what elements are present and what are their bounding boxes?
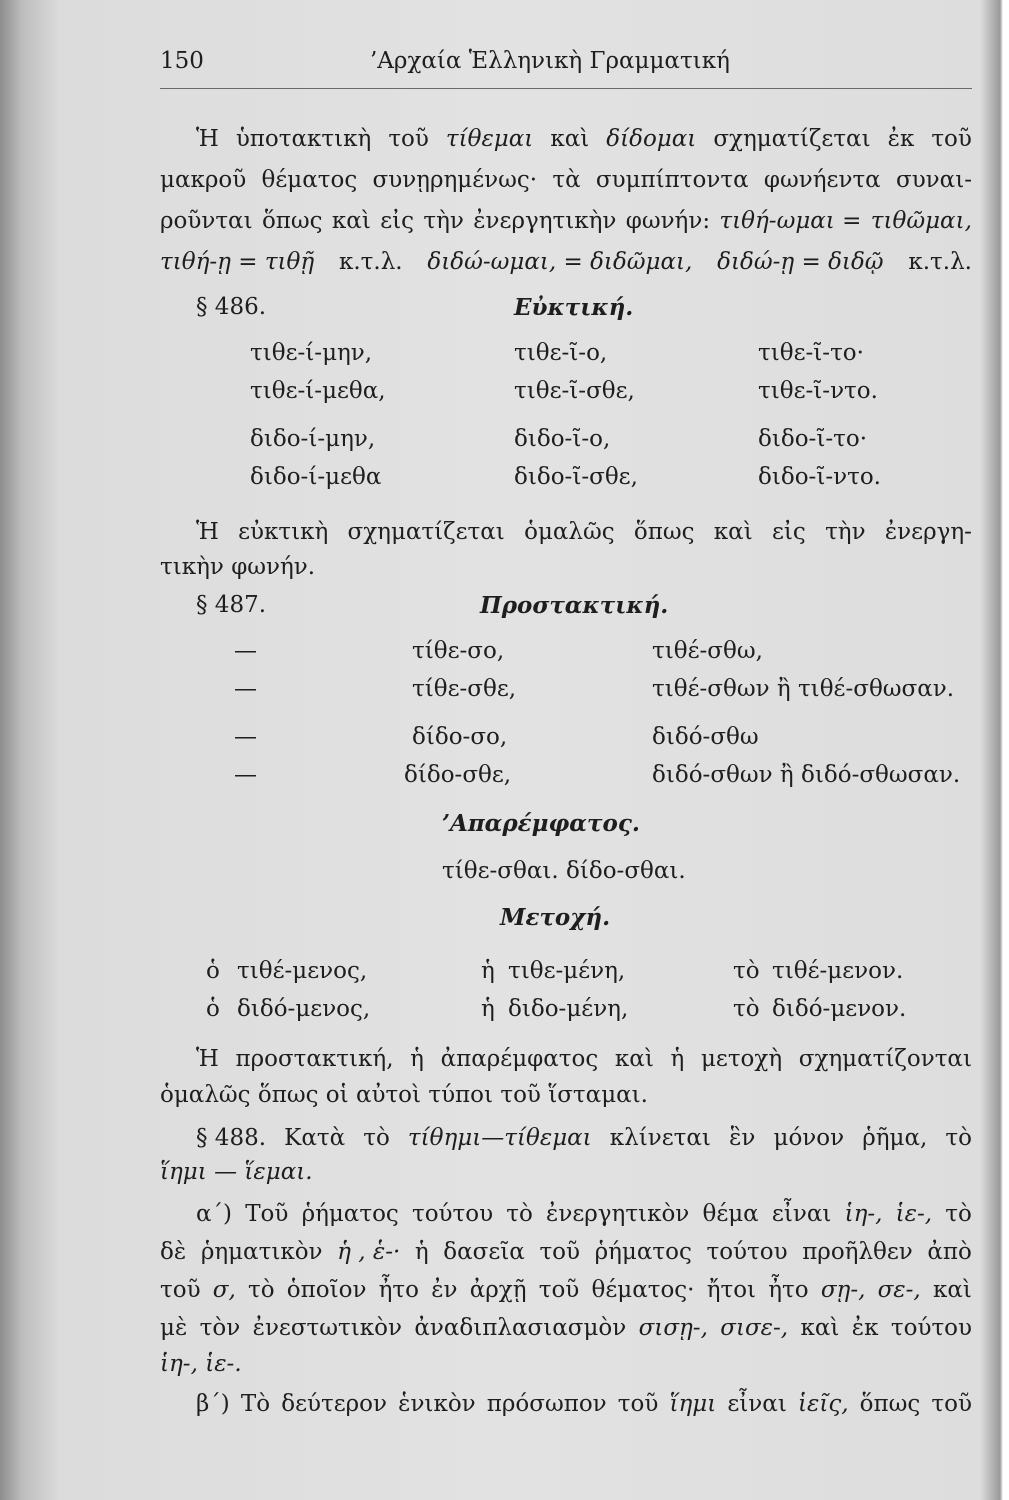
- participle-article: τὸ: [733, 958, 760, 984]
- word: ὑποτακτικὴ: [235, 126, 372, 152]
- header-rule: [160, 88, 972, 89]
- word: τὴν: [825, 519, 866, 545]
- word: ῥήματος: [301, 1201, 399, 1227]
- word: διδώ-ωμαι, = διδῶμαι,: [427, 249, 693, 275]
- alpha-line-5: ἱη-, ἱε-.: [160, 1351, 242, 1377]
- word: τοῦ: [538, 1277, 580, 1303]
- imperative-form: δίδο-σθε,: [404, 762, 512, 788]
- word: σῃ-,: [820, 1277, 866, 1303]
- section-486-number: § 486.: [196, 294, 267, 320]
- word: τιθή-ῃ = τιθῇ: [160, 249, 315, 275]
- word: τοῦ: [160, 1277, 201, 1303]
- word: ὅπως: [859, 1391, 921, 1417]
- word: θέματος·: [591, 1277, 695, 1303]
- word: φωνήεντα: [763, 167, 881, 193]
- optative-note-line-2: τικὴν φωνήν.: [160, 554, 316, 580]
- participle-form: τιθε-μένη,: [508, 958, 626, 984]
- word: θέματος: [261, 167, 358, 193]
- word: τὸ: [506, 1201, 533, 1227]
- optative-form: τιθε-ῖ-σθε,: [514, 378, 635, 404]
- word: καὶ: [932, 1277, 972, 1303]
- word: σισε-,: [720, 1315, 789, 1341]
- word: ὁποῖον: [286, 1277, 367, 1303]
- imperative-dash: —: [234, 676, 257, 702]
- word: ἀναδιπλασιασμὸν: [414, 1315, 627, 1341]
- word: τὴν: [423, 208, 464, 234]
- word: προστακτική,: [235, 1046, 394, 1072]
- word: ἓν: [729, 1125, 756, 1151]
- word: ἐνεργητικὸν: [546, 1201, 690, 1227]
- optative-form: διδο-ῖ-το·: [758, 426, 868, 452]
- imperative-dash: —: [234, 724, 257, 750]
- optative-form: τιθε-ί-μεθα,: [250, 378, 386, 404]
- imperative-form: διδό-σθων ἢ διδό-σθωσαν.: [652, 762, 961, 788]
- optative-form: διδο-ῖ-ντο.: [758, 464, 881, 490]
- section-486-heading: Εὐκτική.: [514, 294, 634, 321]
- intro-line-2: [160, 167, 972, 193]
- running-title: ’Αρχαία Ἑλληνικὴ Γραμματική: [370, 48, 730, 74]
- participle-form: διδό-μενος,: [237, 996, 371, 1022]
- optative-form: τιθε-ῖ-ο,: [514, 340, 608, 366]
- word: τοῦ: [388, 126, 429, 152]
- word: ἡ: [670, 1046, 685, 1072]
- word: φωνήν:: [625, 208, 711, 234]
- imperative-form: τίθε-σο,: [412, 638, 505, 664]
- word: ἐν: [431, 1277, 458, 1303]
- word: ἱεῖς,: [797, 1391, 849, 1417]
- word: καὶ: [614, 1046, 654, 1072]
- imperative-form: δίδο-σο,: [412, 724, 508, 750]
- word: ὁμαλῶς: [524, 519, 615, 545]
- word: εἶναι: [771, 1201, 832, 1227]
- word: εἰς: [380, 208, 415, 234]
- word: τὸ: [247, 1277, 275, 1303]
- word: β΄): [196, 1391, 230, 1417]
- word: ἐκ: [887, 126, 915, 152]
- section-487-number: § 487.: [196, 592, 267, 618]
- participle-form: τιθέ-μενον.: [772, 958, 904, 984]
- optative-note-line-1: [196, 519, 972, 545]
- word: ῥῆμα,: [862, 1125, 928, 1151]
- optative-form: τιθε-ί-μην,: [250, 340, 373, 366]
- word: κ.τ.λ.: [338, 249, 403, 275]
- word: καὶ: [800, 1315, 840, 1341]
- beta-line-1: [196, 1391, 972, 1417]
- word: συμπίπτοντα: [595, 167, 749, 193]
- alpha-line-2: [160, 1239, 972, 1265]
- word: μακροῦ: [160, 167, 247, 193]
- word: τίθεμαι: [445, 126, 534, 152]
- word: σχηματίζεται: [347, 519, 505, 545]
- word: ῥήματος: [594, 1239, 692, 1265]
- alpha-line-3: [160, 1277, 972, 1303]
- alpha-line-4: [160, 1315, 972, 1341]
- word: εὐκτικὴ: [238, 519, 329, 545]
- participle-article: ὁ: [206, 958, 220, 984]
- word: α΄): [196, 1201, 233, 1227]
- imperative-form: διδό-σθω: [652, 724, 759, 750]
- infinitive-heading: ’Απαρέμφατος.: [442, 810, 640, 837]
- imperative-dash: —: [234, 762, 257, 788]
- word: ἀπὸ: [927, 1239, 972, 1265]
- optative-form: τιθε-ῖ-ντο.: [758, 378, 878, 404]
- word: τὸ: [363, 1125, 390, 1151]
- word: ἤτοι: [706, 1277, 757, 1303]
- word: καὶ: [331, 208, 371, 234]
- word: ἦτο: [378, 1277, 419, 1303]
- word: τούτου: [411, 1201, 494, 1227]
- word: τὰ: [552, 167, 581, 193]
- imperative-dash: —: [234, 638, 257, 664]
- word: ἀρχῇ: [469, 1277, 527, 1303]
- word: ἦτο: [768, 1277, 809, 1303]
- word: τοῦ: [539, 1239, 581, 1265]
- word: σχηματίζονται: [798, 1046, 972, 1072]
- word: δασεῖα: [443, 1239, 525, 1265]
- optative-form: διδο-ῖ-σθε,: [514, 464, 638, 490]
- participle-form: διδό-μενον.: [772, 996, 907, 1022]
- word: τὸ: [945, 1125, 972, 1151]
- word: συναι-: [896, 167, 972, 193]
- optative-form: διδο-ί-μην,: [250, 426, 376, 452]
- word: ἱη-,: [844, 1201, 883, 1227]
- word: δεύτερον: [281, 1391, 387, 1417]
- word: δίδομαι: [606, 126, 697, 152]
- word: ἑνικὸν: [398, 1391, 476, 1417]
- section-488-line-2: ἵημι — ἵεμαι.: [160, 1159, 313, 1185]
- participle-article: τὸ: [733, 996, 760, 1022]
- word: Ἡ: [196, 126, 219, 152]
- intro-line-4: [160, 249, 972, 275]
- word: τίθημι—τίθεμαι: [407, 1125, 592, 1151]
- intro-line-3: [160, 208, 972, 234]
- word: καὶ: [550, 126, 590, 152]
- word: μετοχὴ: [700, 1046, 783, 1072]
- participle-article: ὁ: [206, 996, 220, 1022]
- section-487-heading: Προστακτική.: [480, 592, 669, 619]
- word: ῥηματικὸν: [200, 1239, 323, 1265]
- word: τὸν: [199, 1315, 241, 1341]
- word: τιθῶμαι,: [870, 208, 972, 234]
- page-number: 150: [160, 48, 204, 74]
- participle-article: ἡ: [481, 996, 495, 1022]
- word: πρόσωπον: [486, 1391, 607, 1417]
- participle-heading: Μετοχή.: [500, 904, 611, 931]
- word: σχηματίζεται: [713, 126, 871, 152]
- section-488-number: § 488.: [196, 1125, 267, 1151]
- section-488-line-1: [196, 1125, 972, 1151]
- word: Κατὰ: [284, 1125, 346, 1151]
- word: σε-,: [877, 1277, 921, 1303]
- word: ἐνεστωτικὸν: [252, 1315, 402, 1341]
- word: Ἡ: [196, 519, 219, 545]
- word: τιθή-ωμαι =: [719, 208, 862, 234]
- word: ἐνεργη-: [884, 519, 972, 545]
- word: σισῃ-,: [638, 1315, 708, 1341]
- imperative-note-line-2: ὁμαλῶς ὅπως οἱ αὐτοὶ τύποι τοῦ ἵσταμαι.: [160, 1082, 648, 1108]
- word: ἡ , ἑ-·: [337, 1239, 401, 1265]
- word: σ,: [212, 1277, 236, 1303]
- word: μὲ: [160, 1315, 188, 1341]
- word: ροῦνται: [160, 208, 253, 234]
- word: ἀπαρέμφατος: [440, 1046, 599, 1072]
- participle-article: ἡ: [481, 958, 495, 984]
- word: τοῦ: [931, 1391, 972, 1417]
- optative-form: διδο-ῖ-ο,: [514, 426, 611, 452]
- infinitive-forms: τίθε-σθαι. δίδο-σθαι.: [442, 858, 686, 884]
- word: κ.τ.λ.: [908, 249, 972, 275]
- word: διδώ-ῃ = διδῷ: [717, 249, 884, 275]
- word: τὸ: [945, 1201, 972, 1227]
- word: προῆλθεν: [802, 1239, 913, 1265]
- word: ἡ: [414, 1239, 429, 1265]
- word: εἶναι: [727, 1391, 787, 1417]
- alpha-line-1: [196, 1201, 972, 1227]
- word: θέμα: [702, 1201, 759, 1227]
- word: μόνον: [773, 1125, 845, 1151]
- word: ὅπως: [633, 519, 695, 545]
- word: τούτου: [890, 1315, 972, 1341]
- word: Τὸ: [240, 1391, 271, 1417]
- word: καὶ: [713, 519, 753, 545]
- word: ἵημι: [669, 1391, 717, 1417]
- word: εἰς: [771, 519, 806, 545]
- imperative-form: τιθέ-σθων ἢ τιθέ-σθωσαν.: [652, 676, 955, 702]
- word: ἐκ: [851, 1315, 879, 1341]
- word: ἱε-,: [895, 1201, 933, 1227]
- participle-form: τιθέ-μενος,: [237, 958, 368, 984]
- optative-form: τιθε-ῖ-το·: [758, 340, 864, 366]
- word: τοῦ: [617, 1391, 659, 1417]
- word: ἐνεργητικὴν: [473, 208, 617, 234]
- intro-line-1: [196, 126, 972, 152]
- word: ὅπως: [261, 208, 323, 234]
- word: δὲ: [160, 1239, 187, 1265]
- imperative-form: τίθε-σθε,: [412, 676, 517, 702]
- word: συνῃρημένως·: [372, 167, 538, 193]
- word: Ἡ: [196, 1046, 219, 1072]
- optative-form: διδο-ί-μεθα: [250, 464, 382, 490]
- word: κλίνεται: [609, 1125, 711, 1151]
- word: ἡ: [410, 1046, 424, 1072]
- imperative-note-line-1: [196, 1046, 972, 1072]
- word: τοῦ: [931, 126, 972, 152]
- word: Τοῦ: [245, 1201, 289, 1227]
- imperative-form: τιθέ-σθω,: [652, 638, 763, 664]
- participle-form: διδο-μένη,: [508, 996, 629, 1022]
- word: τούτου: [706, 1239, 788, 1265]
